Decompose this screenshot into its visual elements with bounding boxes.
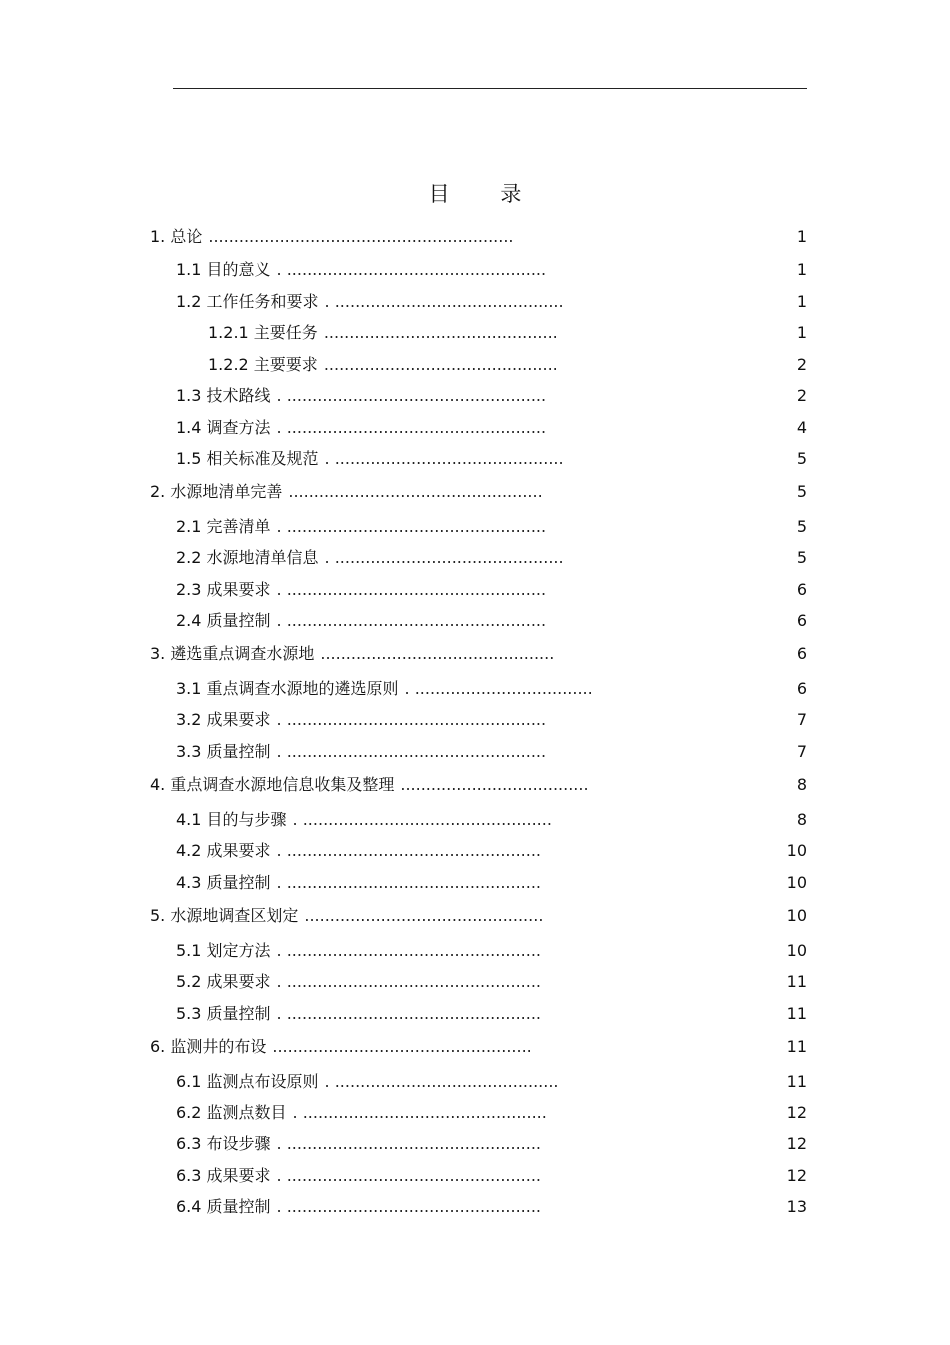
toc-entry-leader: . ................................................... (276, 742, 547, 761)
toc-entry-label: 3. 遴选重点调查水源地 (150, 644, 315, 663)
toc-entry-leader: . .................................................. (276, 1134, 542, 1153)
toc-entry-leader: . ................................................... (276, 580, 547, 599)
toc-entry[interactable] (176, 939, 807, 963)
toc-entry[interactable] (176, 871, 807, 895)
toc-entry-leader: . .................................................. (276, 1004, 542, 1023)
toc-entry-leader: . .................................................. (276, 1166, 542, 1185)
toc-entry[interactable] (176, 1164, 807, 1188)
toc-entry-page: 8 (796, 810, 807, 829)
toc-entry[interactable] (208, 321, 807, 345)
toc-entry-leader: . .................................................. (276, 841, 542, 860)
toc-entry[interactable] (208, 353, 807, 377)
toc-entry-label: 1.4 调查方法 (176, 418, 271, 437)
toc-entry-label: 1.2.2 主要要求 (208, 355, 318, 374)
toc-entry-page: 1 (796, 323, 807, 342)
toc-entry-label: 4.3 质量控制 (176, 873, 271, 892)
toc-entry-page: 6 (796, 611, 807, 630)
toc-entry-page: 12 (786, 1166, 807, 1185)
toc-entry-page: 5 (796, 449, 807, 468)
toc-entry-label: 3.1 重点调查水源地的遴选原则 (176, 679, 399, 698)
toc-entry-leader: . ................................................... (276, 710, 547, 729)
toc-entry[interactable] (176, 384, 807, 408)
toc-entry-leader: . .................................................. (276, 941, 542, 960)
toc-entry-page: 10 (786, 941, 807, 960)
toc-entry-page: 11 (786, 1037, 807, 1056)
toc-entry-leader: . ................................................... (276, 517, 547, 536)
toc-entry-page: 10 (786, 906, 807, 925)
toc-entry-leader: . .................................................. (276, 972, 542, 991)
toc-entry[interactable] (176, 1195, 807, 1219)
toc-entry[interactable] (176, 740, 807, 764)
toc-entry-page: 11 (786, 1004, 807, 1023)
toc-entry-leader: ............................................... (304, 906, 544, 925)
toc-entry[interactable] (176, 258, 807, 282)
toc-entry-leader: .............................................. (323, 323, 558, 342)
toc-entry-page: 8 (796, 775, 807, 794)
toc-entry-page: 7 (796, 710, 807, 729)
toc-entry-page: 2 (796, 355, 807, 374)
toc-entry[interactable] (176, 677, 807, 701)
toc-entry-page: 7 (796, 742, 807, 761)
toc-entry[interactable] (176, 290, 807, 314)
toc-entry-page: 10 (786, 841, 807, 860)
toc-entry[interactable] (150, 480, 807, 504)
toc-entry[interactable] (150, 904, 807, 928)
toc-entry-label: 2.1 完善清单 (176, 517, 271, 536)
toc-entry[interactable] (176, 546, 807, 570)
toc-entry[interactable] (150, 773, 807, 797)
toc-entry-leader: . ............................................ (324, 1072, 559, 1091)
toc-entry-label: 1.2.1 主要任务 (208, 323, 318, 342)
toc-entry-page: 6 (796, 679, 807, 698)
toc-entry-label: 5.2 成果要求 (176, 972, 271, 991)
toc-entry-page: 10 (786, 873, 807, 892)
toc-entry-page: 5 (796, 517, 807, 536)
toc-entry-page: 4 (796, 418, 807, 437)
toc-entry-label: 4. 重点调查水源地信息收集及整理 (150, 775, 395, 794)
toc-entry-label: 1. 总论 (150, 227, 203, 246)
toc-entry-leader: .................................................. (288, 482, 543, 501)
toc-entry[interactable] (150, 642, 807, 666)
toc-entry-label: 6.4 质量控制 (176, 1197, 271, 1216)
toc-entry-page: 13 (786, 1197, 807, 1216)
toc-entry-leader: . ............................................. (324, 449, 564, 468)
toc-entry-leader: . ................................................... (276, 418, 547, 437)
toc-entry-label: 2.2 水源地清单信息 (176, 548, 319, 567)
toc-entry-label: 6.2 监测点数目 (176, 1103, 287, 1122)
toc-entry[interactable] (176, 839, 807, 863)
toc-entry-page: 1 (796, 227, 807, 246)
toc-entry-label: 6.3 布设步骤 (176, 1134, 271, 1153)
toc-entry-label: 6. 监测井的布设 (150, 1037, 267, 1056)
toc-entry-leader: . ................................................... (276, 260, 547, 279)
toc-entry-label: 2.3 成果要求 (176, 580, 271, 599)
toc-entry-leader: . ............................................. (324, 292, 564, 311)
toc-entry-leader: .............................................. (323, 355, 558, 374)
toc-entry-label: 5. 水源地调查区划定 (150, 906, 299, 925)
toc-entry-page: 5 (796, 548, 807, 567)
toc-entry-page: 6 (796, 580, 807, 599)
toc-entry[interactable] (176, 609, 807, 633)
toc-entry[interactable] (176, 1002, 807, 1026)
toc-entry-page: 6 (796, 644, 807, 663)
toc-entry-label: 3.3 质量控制 (176, 742, 271, 761)
toc-entry-label: 6.3 成果要求 (176, 1166, 271, 1185)
toc-entry-page: 12 (786, 1134, 807, 1153)
toc-entry[interactable] (176, 1070, 807, 1094)
toc-entry-label: 5.1 划定方法 (176, 941, 271, 960)
toc-entry-label: 2.4 质量控制 (176, 611, 271, 630)
toc-entry-label: 1.5 相关标准及规范 (176, 449, 319, 468)
toc-entry-leader: .............................................. (320, 644, 555, 663)
toc-entry[interactable] (176, 1101, 807, 1125)
toc-entry-leader: ............................................................ (208, 227, 514, 246)
toc-entry-page: 11 (786, 972, 807, 991)
toc-entry-leader: . .................................................. (276, 873, 542, 892)
toc-entry-page: 12 (786, 1103, 807, 1122)
toc-entry-leader: . ................................... (404, 679, 593, 698)
toc-entry-page: 11 (786, 1072, 807, 1091)
toc-entry[interactable] (176, 1132, 807, 1156)
toc-entry[interactable] (176, 970, 807, 994)
toc-entry-label: 4.2 成果要求 (176, 841, 271, 860)
toc-title: 目 录 (428, 182, 544, 206)
toc-entry[interactable] (176, 416, 807, 440)
toc-entry-label: 3.2 成果要求 (176, 710, 271, 729)
toc-entry-leader: . ............................................. (324, 548, 564, 567)
toc-entry[interactable] (176, 447, 807, 471)
toc-entry-page: 1 (796, 260, 807, 279)
toc-entry-label: 4.1 目的与步骤 (176, 810, 287, 829)
toc-entry-label: 1.3 技术路线 (176, 386, 271, 405)
toc-entry-leader: . ................................................... (276, 386, 547, 405)
header-rule (173, 88, 807, 89)
toc-entry[interactable] (150, 225, 807, 249)
toc-entry-label: 2. 水源地清单完善 (150, 482, 283, 501)
toc-entry-leader: ..................................... (400, 775, 589, 794)
toc-entry[interactable] (176, 578, 807, 602)
toc-entry-label: 1.1 目的意义 (176, 260, 271, 279)
toc-entry-label: 1.2 工作任务和要求 (176, 292, 319, 311)
toc-entry-page: 5 (796, 482, 807, 501)
toc-entry-page: 1 (796, 292, 807, 311)
toc-entry-page: 2 (796, 386, 807, 405)
toc-entry-leader: . ................................................ (292, 1103, 547, 1122)
toc-entry-leader: . ................................................... (276, 611, 547, 630)
toc-entry[interactable] (176, 708, 807, 732)
toc-entry[interactable] (176, 515, 807, 539)
toc-entry[interactable] (176, 808, 807, 832)
toc-entry[interactable] (150, 1035, 807, 1059)
toc-entry-label: 6.1 监测点布设原则 (176, 1072, 319, 1091)
toc-entry-leader: . .................................................. (276, 1197, 542, 1216)
toc-entry-label: 5.3 质量控制 (176, 1004, 271, 1023)
toc-entry-leader: ................................................... (272, 1037, 532, 1056)
toc-entry-leader: . ................................................. (292, 810, 552, 829)
